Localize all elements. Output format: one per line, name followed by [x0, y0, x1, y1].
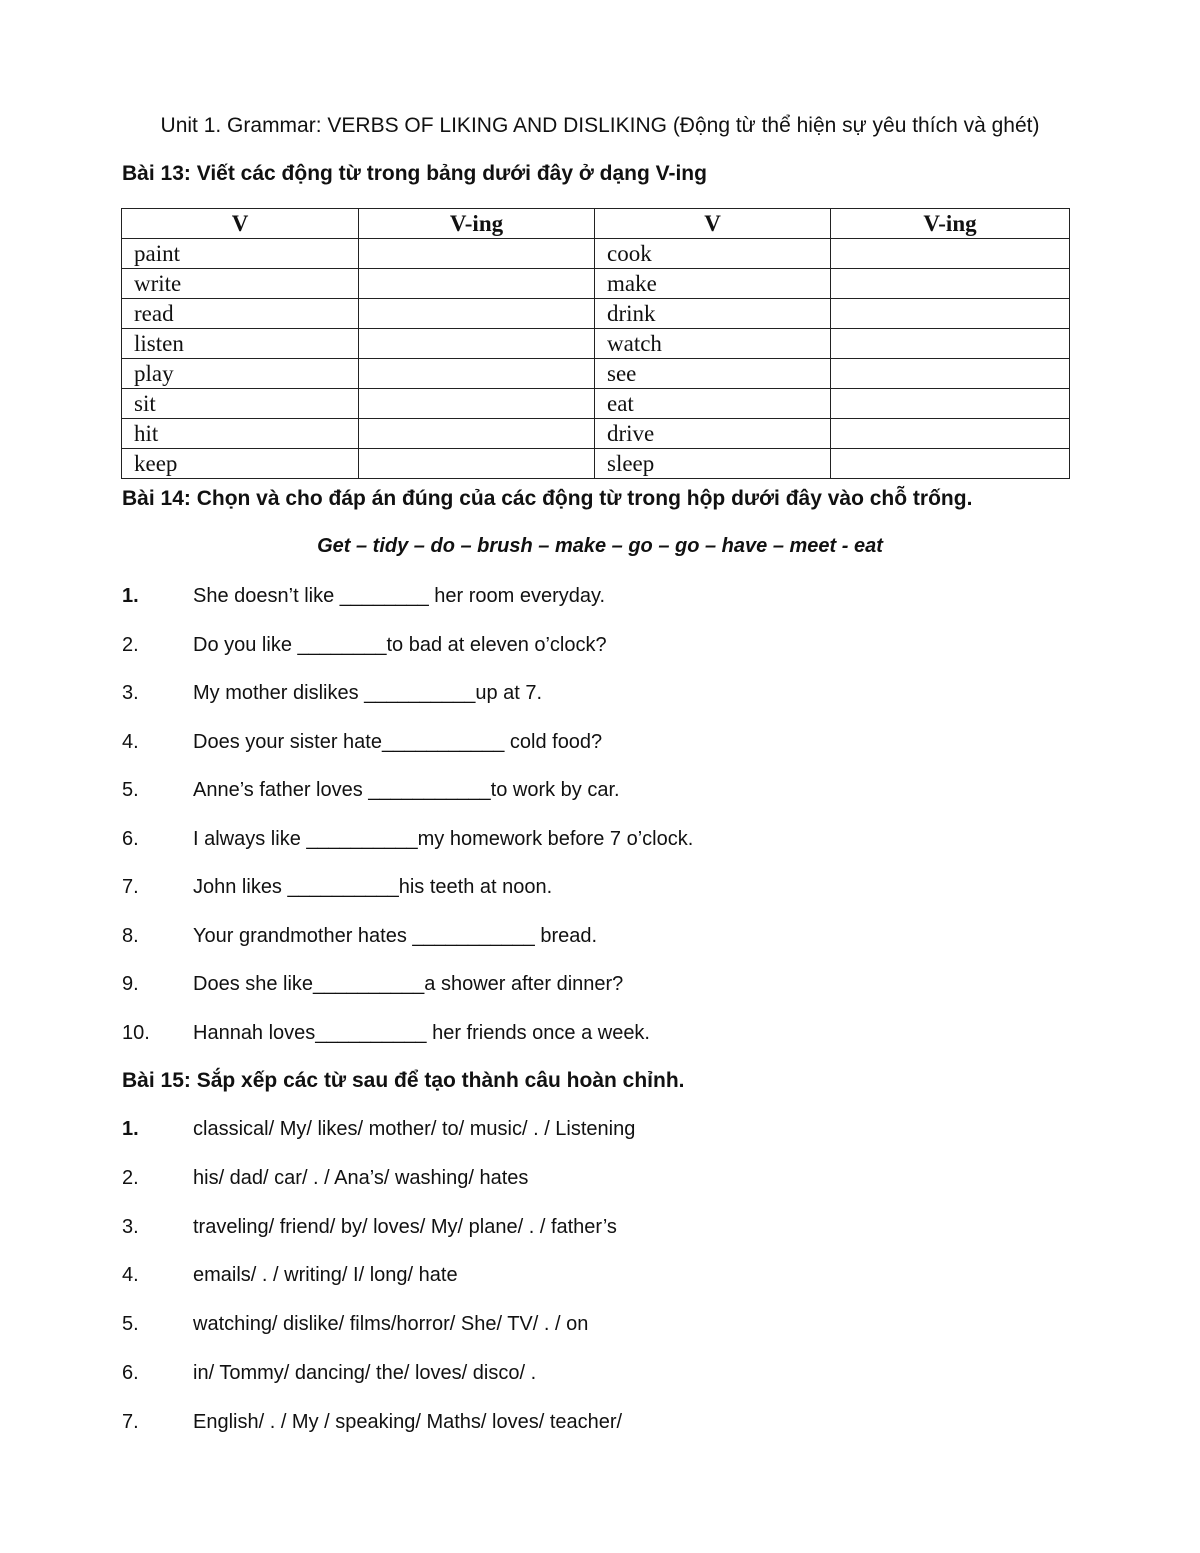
word-box: Get – tidy – do – brush – make – go – go – have – meet - eat	[317, 535, 883, 557]
table-row	[122, 389, 1070, 419]
column-header: V-ing	[831, 209, 1070, 239]
item-text: Your grandmother hates ___________ bread.	[193, 924, 598, 947]
verb-cell: drink	[595, 299, 831, 329]
item-text: classical/ My/ likes/ mother/ to/ music/ . / Listening	[193, 1118, 636, 1140]
verb-cell: listen	[122, 329, 359, 359]
table-row	[122, 419, 1070, 449]
verb-table	[121, 208, 1070, 479]
item-text: watching/ dislike/ films/horror/ She/ TV/ . / on	[193, 1313, 589, 1336]
item-text: Anne’s father loves ___________to work by car.	[193, 779, 620, 801]
verb-cell: see	[595, 359, 831, 389]
item-number: 7.	[122, 876, 139, 898]
item-number: 7.	[122, 1410, 139, 1433]
v-ing-answer-cell[interactable]	[359, 329, 595, 359]
v-ing-answer-cell[interactable]	[359, 299, 595, 329]
item-text: I always like __________my homework before 7 o’clock.	[193, 827, 694, 850]
verb-table-body	[122, 239, 1070, 479]
item-number: 1.	[122, 1118, 139, 1140]
table-row	[122, 329, 1070, 359]
table-row	[122, 359, 1070, 389]
item-text: Does she like__________a shower after dinner?	[193, 973, 624, 995]
v-ing-answer-cell[interactable]	[831, 299, 1070, 329]
verb-cell: drive	[595, 419, 831, 449]
item-number: 3.	[122, 1215, 139, 1238]
item-number: 3.	[122, 682, 139, 704]
item-number: 9.	[122, 973, 139, 995]
v-ing-answer-cell[interactable]	[831, 359, 1070, 389]
v-ing-answer-cell[interactable]	[359, 359, 595, 389]
item-number: 6.	[122, 827, 139, 850]
table-header-row	[122, 209, 1070, 239]
v-ing-answer-cell[interactable]	[831, 449, 1070, 479]
item-number: 5.	[122, 779, 139, 801]
item-text: Hannah loves__________ her friends once a week.	[193, 1021, 650, 1044]
v-ing-answer-cell[interactable]	[831, 269, 1070, 299]
item-text: She doesn’t like ________ her room everyday.	[193, 585, 606, 607]
verb-cell: keep	[122, 449, 359, 479]
item-text: English/ . / My / speaking/ Maths/ loves/ teacher/	[193, 1410, 623, 1433]
v-ing-answer-cell[interactable]	[359, 449, 595, 479]
verb-cell: sit	[122, 389, 359, 419]
page-title: Unit 1. Grammar: VERBS OF LIKING AND DISLIKING (Động từ thể hiện sự yêu thích và ghét)	[160, 114, 1040, 137]
item-text: Does your sister hate___________ cold food?	[193, 730, 603, 753]
item-number: 10.	[122, 1021, 150, 1044]
verb-cell: hit	[122, 419, 359, 449]
v-ing-answer-cell[interactable]	[831, 239, 1070, 269]
v-ing-answer-cell[interactable]	[831, 419, 1070, 449]
item-text: his/ dad/ car/ . / Ana’s/ washing/ hates	[193, 1166, 529, 1189]
item-number: 8.	[122, 924, 139, 947]
item-text: in/ Tommy/ dancing/ the/ loves/ disco/ .	[193, 1362, 537, 1384]
item-text: emails/ . / writing/ I/ long/ hate	[193, 1264, 458, 1287]
item-number: 2.	[122, 633, 139, 656]
exercise-13-heading: Bài 13: Viết các động từ trong bảng dưới đây ở dạng V-ing	[122, 162, 707, 185]
item-number: 2.	[122, 1166, 139, 1189]
column-header: V-ing	[359, 209, 595, 239]
verb-cell: write	[122, 269, 359, 299]
table-row	[122, 449, 1070, 479]
v-ing-answer-cell[interactable]	[359, 419, 595, 449]
verb-cell: make	[595, 269, 831, 299]
item-text: John likes __________his teeth at noon.	[193, 876, 553, 898]
table-row	[122, 299, 1070, 329]
item-text: traveling/ friend/ by/ loves/ My/ plane/ . / father’s	[193, 1215, 617, 1238]
verb-cell: sleep	[595, 449, 831, 479]
verb-cell: watch	[595, 329, 831, 359]
table-row	[122, 239, 1070, 269]
verb-cell: cook	[595, 239, 831, 269]
item-text: My mother dislikes __________up at 7.	[193, 682, 543, 704]
verb-cell: eat	[595, 389, 831, 419]
column-header: V	[595, 209, 831, 239]
v-ing-answer-cell[interactable]	[359, 269, 595, 299]
column-header: V	[122, 209, 359, 239]
verb-cell: read	[122, 299, 359, 329]
item-number: 6.	[122, 1362, 139, 1384]
item-number: 1.	[122, 585, 139, 607]
exercise-15-heading: Bài 15: Sắp xếp các từ sau để tạo thành câu hoàn chỉnh.	[122, 1069, 685, 1092]
v-ing-answer-cell[interactable]	[359, 389, 595, 419]
item-number: 5.	[122, 1313, 139, 1336]
item-number: 4.	[122, 730, 139, 753]
table-row	[122, 269, 1070, 299]
item-text: Do you like ________to bad at eleven o’clock?	[193, 633, 607, 656]
verb-cell: play	[122, 359, 359, 389]
v-ing-answer-cell[interactable]	[831, 389, 1070, 419]
v-ing-answer-cell[interactable]	[831, 329, 1070, 359]
item-number: 4.	[122, 1264, 139, 1287]
exercise-14-heading: Bài 14: Chọn và cho đáp án đúng của các động từ trong hộp dưới đây vào chỗ trống.	[122, 487, 973, 510]
v-ing-answer-cell[interactable]	[359, 239, 595, 269]
verb-cell: paint	[122, 239, 359, 269]
